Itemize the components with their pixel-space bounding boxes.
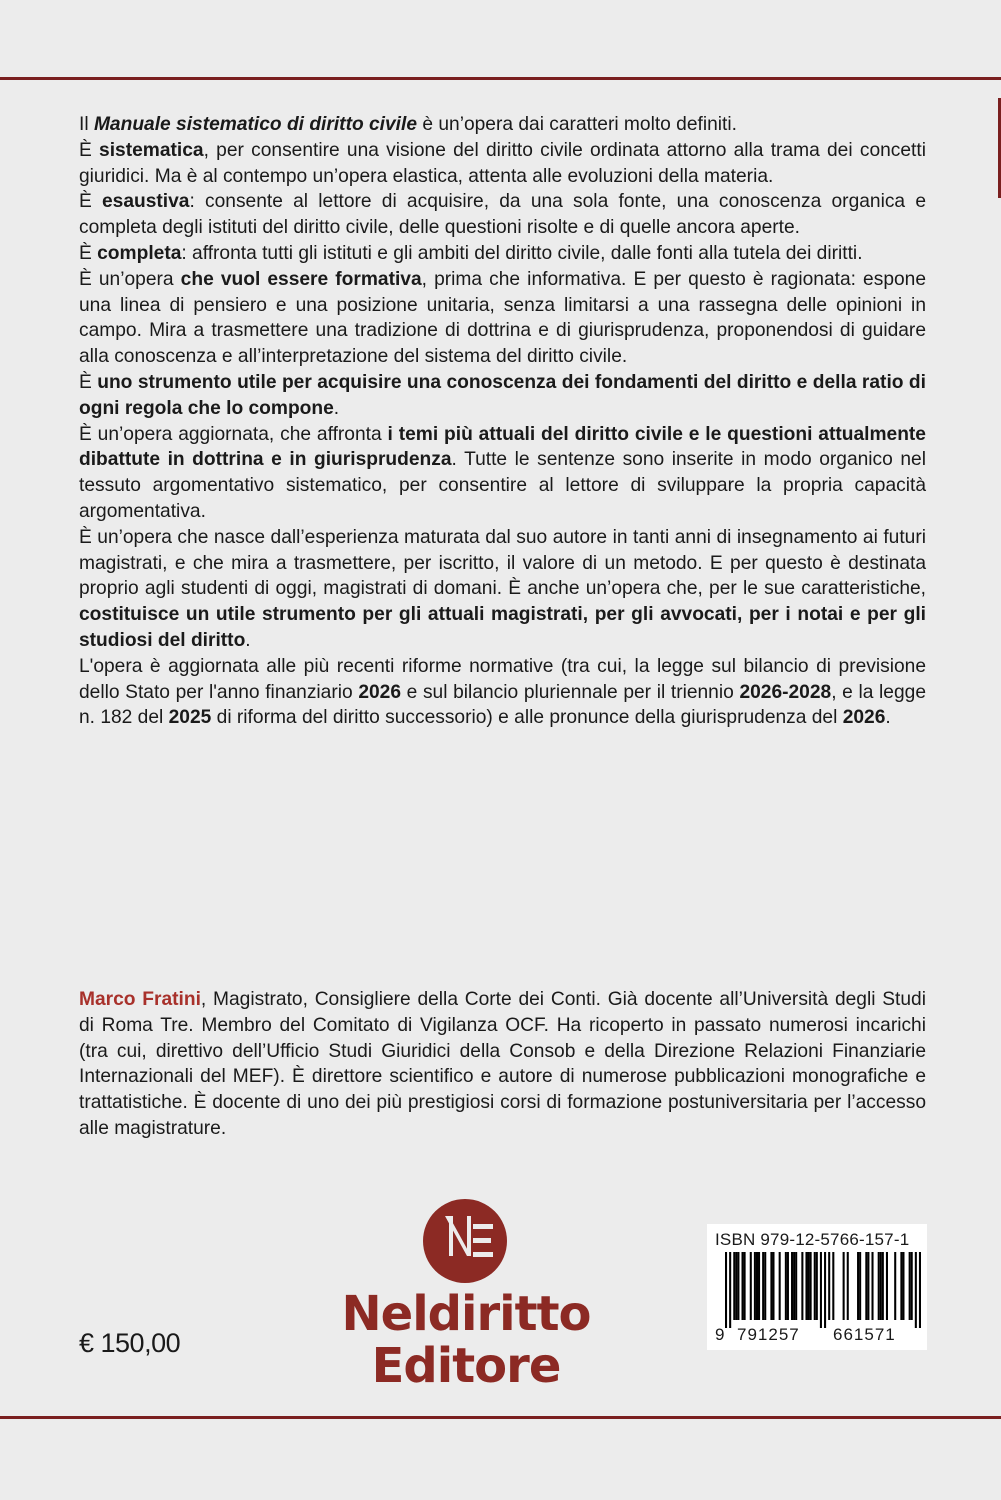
publisher-name-line2: Editore bbox=[371, 1338, 561, 1394]
desc-paragraph-sistematica: È sistematica, per consentire una visione del diritto civile ordinata attorno alla trama dei concetti giuridici. Ma è al contempo un’opera elastica, attenta alle evoluzioni della materia. bbox=[79, 139, 926, 187]
barcode-bar bbox=[859, 1252, 861, 1320]
desc-paragraph-completa: È completa: affronta tutti gli istituti e gli ambiti del diritto civile, dalle fonti alla tutela dei diritti. bbox=[79, 242, 863, 264]
desc-paragraph-esaustiva: È esaustiva: consente al lettore di acquisire, da una sola fonte, una conoscenza organica e completa degli istituti del diritto civile, delle questioni risolte e di quelle ancora aperte. bbox=[79, 191, 926, 239]
barcode-bar bbox=[832, 1252, 834, 1320]
top-rule bbox=[0, 77, 1001, 80]
barcode-bar bbox=[900, 1252, 902, 1320]
barcode-bar bbox=[915, 1252, 917, 1328]
author-bio bbox=[79, 987, 926, 1142]
barcode-bar bbox=[791, 1252, 793, 1320]
barcode-bar bbox=[729, 1252, 731, 1328]
desc-paragraph-formativa: È un’opera che vuol essere formativa, prima che informativa. E per questo è ragionata: espone una linea di pensiero e una posizione unitaria, senza limitarsi a una rassegna delle opinioni in campo. Mira a trasmettere una tradizione di dottrina e di giurisprudenza, proponendosi di guidare alla conoscenza e all’interpretazione del sistema del diritto civile. bbox=[79, 268, 927, 368]
ean-first-digit: 9 bbox=[715, 1325, 725, 1344]
barcode-bar bbox=[909, 1252, 911, 1320]
ean-digits bbox=[707, 1325, 927, 1347]
desc-paragraph-intro: Il Manuale sistematico di diritto civile è un’opera dai caratteri molto definiti. bbox=[79, 114, 737, 135]
barcode-bar bbox=[742, 1252, 744, 1320]
isbn-label: ISBN 979-12-5766-157-1 bbox=[715, 1230, 910, 1249]
price: € 150,00 bbox=[79, 1328, 181, 1358]
bottom-rule bbox=[0, 1416, 1001, 1419]
barcode-bar bbox=[865, 1252, 867, 1320]
barcode-bar bbox=[801, 1252, 803, 1320]
barcode-bar bbox=[857, 1252, 859, 1320]
barcode-bar bbox=[882, 1252, 884, 1320]
isbn-barcode bbox=[707, 1224, 927, 1350]
barcode-bar bbox=[919, 1252, 921, 1328]
author-bio-text: , Magistrato, Consigliere della Corte dei Conti. Già docente all’Università degli Studi di Roma Tre. Membro del Comitato di Vigilanza OCF. Ha ricoperto in passato numerosi incarichi (tra cui, direttivo dell’Ufficio Studi Giuridici della Consob e della Direzione Relazioni Finanziarie Internazionali del MEF). È direttore scientifico e autore di numerose pubblicazioni monografiche e trattatistiche. È docente di uno dei più prestigiosi corsi di formazione postuniversitaria per l’accesso alle magistrature. bbox=[79, 989, 926, 1139]
barcode-bar bbox=[785, 1252, 787, 1320]
barcode-bar bbox=[880, 1252, 882, 1320]
barcode-bar bbox=[843, 1252, 845, 1320]
barcode-bar bbox=[758, 1252, 760, 1320]
book-description bbox=[79, 112, 926, 731]
desc-paragraph-strumento: È uno strumento utile per acquisire una conoscenza dei fondamenti del diritto e della ratio di ogni regola che lo compone. bbox=[79, 371, 926, 419]
barcode-bar bbox=[750, 1252, 752, 1320]
barcode-bar bbox=[816, 1252, 818, 1320]
barcode-bar bbox=[894, 1252, 896, 1320]
barcode-bar bbox=[820, 1252, 822, 1328]
barcode-bar bbox=[772, 1252, 774, 1320]
barcode-bar bbox=[787, 1252, 789, 1320]
barcode-bar bbox=[754, 1252, 756, 1320]
barcode-bar bbox=[867, 1252, 869, 1320]
desc-paragraph-esperienza: È un’opera che nasce dall’esperienza maturata dal suo autore in tanti anni di insegnamento ai futuri magistrati, e che mira a trasmettere, per iscritto, il valore di un metodo. E per questo è destinata proprio agli studenti di oggi, magistrati di domani. È anche un’opera che, per le sue caratteristiche, costituisce un utile strumento per gli attuali magistrati, per gli avvocati, per i notai e per gli studiosi del diritto. bbox=[79, 526, 926, 651]
barcode-bar bbox=[762, 1252, 764, 1320]
barcode-bar bbox=[814, 1252, 816, 1320]
desc-paragraph-riforme: L'opera è aggiornata alle più recenti riforme normative (tra cui, la legge sul bilancio di previsione dello Stato per l'anno finanziario 2026 e sul bilancio pluriennale per il triennio 2026-2028, e la legge n. 182 del 2025 di riforma del diritto successorio) e alle pronunce della giurisprudenza del 2026. bbox=[79, 655, 926, 729]
barcode-bar bbox=[808, 1252, 810, 1320]
barcode-bar bbox=[795, 1252, 797, 1320]
barcode-bar bbox=[902, 1252, 904, 1320]
barcode-bar bbox=[756, 1252, 758, 1320]
barcode-bar bbox=[911, 1252, 913, 1320]
barcode-bar bbox=[764, 1252, 766, 1320]
barcode-bar bbox=[779, 1252, 781, 1320]
barcode-bar bbox=[793, 1252, 795, 1320]
barcode-bar bbox=[770, 1252, 772, 1320]
publisher-name-line1: Neldiritto bbox=[341, 1286, 591, 1342]
barcode-bar bbox=[725, 1252, 727, 1328]
barcode-bar bbox=[737, 1252, 739, 1320]
barcode-bar bbox=[824, 1252, 826, 1328]
barcode-bar bbox=[847, 1252, 849, 1320]
publisher-logo bbox=[328, 1198, 604, 1394]
barcode-bar bbox=[810, 1252, 812, 1320]
barcode-bar bbox=[828, 1252, 830, 1320]
barcode-bars bbox=[725, 1252, 921, 1328]
barcode-bar bbox=[805, 1252, 807, 1320]
ean-right-digits: 661571 bbox=[833, 1325, 896, 1344]
barcode-bar bbox=[733, 1252, 735, 1320]
author-name: Marco Fratini bbox=[79, 989, 201, 1010]
barcode-bar bbox=[871, 1252, 873, 1320]
desc-paragraph-aggiornata: È un’opera aggiornata, che affronta i temi più attuali del diritto civile e le questioni attualmente dibattute in dottrina e in giurisprudenza. Tutte le sentenze sono inserite in modo organico nel tessuto argomentativo sistematico, per consentire al lettore di sviluppare la propria capacità argomentativa. bbox=[79, 423, 926, 522]
publisher-ne-mark-icon bbox=[422, 1198, 508, 1284]
barcode-bar bbox=[744, 1252, 746, 1320]
ean-left-digits: 791257 bbox=[737, 1325, 800, 1344]
barcode-bar bbox=[735, 1252, 737, 1320]
barcode-bar bbox=[878, 1252, 880, 1320]
barcode-bar bbox=[886, 1252, 888, 1320]
